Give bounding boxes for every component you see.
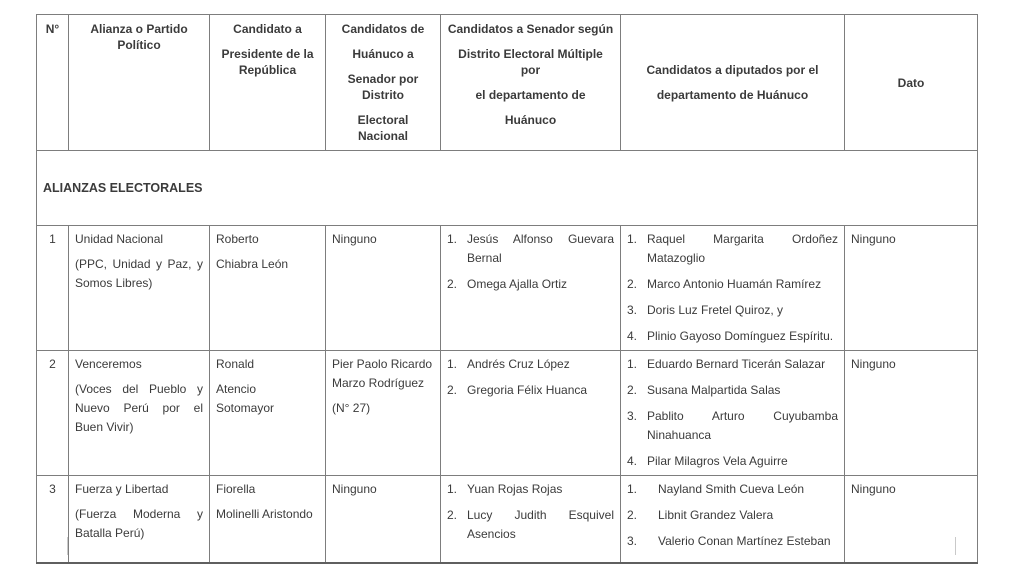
document-page: [36, 14, 978, 564]
cell-paragraph: [216, 230, 319, 249]
cell-paragraph: [216, 480, 319, 499]
text-line: por: [520, 63, 541, 77]
text-line: Nayland Smith Cueva León: [658, 482, 805, 496]
text-line: Doris Luz Fretel Quiroz, y: [647, 303, 784, 317]
numbered-list-item: [627, 407, 838, 445]
list-number: 1.: [447, 357, 458, 371]
text-line: Electoral Nacional: [357, 113, 409, 143]
list-item-text: [467, 506, 614, 544]
text-line: Fiorella: [216, 482, 256, 496]
cell-senador-multiple: [441, 351, 621, 476]
list-item-text: [647, 230, 838, 268]
header-paragraph: [215, 21, 320, 37]
list-number: 2.: [447, 508, 458, 522]
text-line: (N° 27): [332, 401, 371, 415]
list-number: 1.: [627, 482, 638, 496]
text-line: Ronald: [216, 357, 255, 371]
cell-paragraph: [332, 399, 434, 418]
text-line: Yuan Rojas Rojas: [467, 482, 563, 496]
text-line: (PPC, Unidad y Paz, y: [75, 257, 203, 271]
list-number: 1.: [447, 482, 458, 496]
list-item-text: [647, 407, 838, 445]
text-line: Ninguno: [332, 232, 377, 246]
header-cell-diputados: [621, 15, 845, 151]
text-line: Susana Malpartida Salas: [647, 383, 781, 397]
list-item-text: [467, 381, 614, 400]
text-line: (Voces del Pueblo y: [75, 382, 203, 396]
list-number: 3.: [627, 303, 638, 317]
text-line: Candidatos a diputados por el: [646, 63, 819, 77]
cell-senador-nacional: [326, 226, 441, 351]
numbered-list-item: [447, 275, 614, 294]
numbered-list-item: [627, 327, 838, 346]
text-line: Sotomayor: [216, 401, 275, 415]
text-line: Molinelli Aristondo: [216, 507, 313, 521]
numbered-list-item: [627, 301, 838, 320]
text-line: departamento de Huánuco: [656, 88, 809, 102]
cell-row-number: 1: [37, 226, 69, 351]
table-continuation-line-right: [955, 537, 956, 555]
text-line: Candidato a: [233, 22, 302, 36]
text-line: Jesús Alfonso Guevara: [467, 232, 614, 246]
text-line: Pier Paolo Ricardo: [332, 357, 433, 371]
section-label: ALIANZAS ELECTORALES: [37, 151, 978, 226]
cell-alianza: [69, 226, 210, 351]
cell-paragraph: [75, 505, 203, 543]
numbered-list-item: [627, 355, 838, 374]
header-paragraph: [331, 21, 435, 37]
numbered-list-item: [627, 230, 838, 268]
text-line: Libnit Grandez Valera: [658, 508, 774, 522]
cell-dato: [845, 476, 978, 563]
cell-paragraph: [75, 230, 203, 249]
header-paragraph: [74, 21, 204, 53]
cell-presidente: [210, 476, 326, 563]
table-continuation-line-left: [67, 537, 68, 555]
cell-diputados: [621, 476, 845, 563]
cell-paragraph: [332, 230, 434, 249]
header-cell-presidente: [210, 15, 326, 151]
text-line: Roberto: [216, 232, 259, 246]
cell-alianza: [69, 351, 210, 476]
cell-dato: [845, 226, 978, 351]
header-paragraph: [446, 112, 615, 128]
candidates-table: [36, 14, 978, 564]
text-line: Bernal: [467, 251, 502, 265]
header-paragraph: [331, 71, 435, 103]
text-line: Presidente de la: [221, 47, 314, 61]
cell-presidente: [210, 351, 326, 476]
text-line: Valerio Conan Martínez Esteban: [658, 534, 831, 548]
cell-row-number: 3: [37, 476, 69, 563]
header-cell-dato: [845, 15, 978, 151]
text-line: Candidatos a Senador según: [447, 22, 614, 36]
cell-senador-multiple: [441, 226, 621, 351]
header-paragraph: [331, 112, 435, 144]
list-item-text: [647, 381, 838, 400]
cell-paragraph: [75, 255, 203, 293]
list-item-text: [467, 230, 614, 268]
list-number: 3.: [627, 409, 638, 423]
header-cell-num: [37, 15, 69, 151]
cell-paragraph: [75, 380, 203, 437]
text-line: Marco Antonio Huamán Ramírez: [647, 277, 822, 291]
numbered-list-item: [627, 480, 838, 499]
cell-alianza: [69, 476, 210, 563]
text-line: Alianza o Partido: [90, 22, 188, 36]
list-number: 1.: [627, 357, 638, 371]
list-item-text: [647, 301, 838, 320]
text-line: Ninguno: [851, 482, 896, 496]
text-line: Chiabra León: [216, 257, 289, 271]
list-item-text: [658, 506, 838, 525]
header-paragraph: [626, 87, 839, 103]
text-line: Plinio Gayoso Domínguez Espíritu.: [647, 329, 834, 343]
numbered-list-item: [447, 381, 614, 400]
numbered-list-item: [627, 275, 838, 294]
numbered-list-item: [627, 452, 838, 471]
header-paragraph: [626, 62, 839, 78]
numbered-list-item: [447, 230, 614, 268]
text-line: Venceremos: [75, 357, 142, 371]
text-line: Gregoria Félix Huanca: [467, 383, 588, 397]
text-line: Andrés Cruz López: [467, 357, 570, 371]
text-line: Ninguno: [851, 357, 896, 371]
cell-senador-nacional: [326, 351, 441, 476]
numbered-list-item: [447, 480, 614, 499]
cell-dato: [845, 351, 978, 476]
list-number: 2.: [447, 383, 458, 397]
list-number: 4.: [627, 329, 638, 343]
numbered-list-item: [627, 532, 838, 551]
text-line: Huánuco a: [352, 47, 414, 61]
cell-paragraph: [216, 380, 319, 418]
text-line: Atencio: [216, 382, 257, 396]
text-line: Omega Ajalla Ortiz: [467, 277, 568, 291]
text-line: Fuerza y Libertad: [75, 482, 169, 496]
cell-paragraph: [851, 355, 971, 374]
text-line: Buen Vivir): [75, 420, 134, 434]
header-paragraph: [446, 87, 615, 103]
text-line: N°: [45, 22, 60, 36]
cell-paragraph: [216, 505, 319, 524]
text-line: Somos Libres): [75, 276, 153, 290]
text-line: Eduardo Bernard Ticerán Salazar: [647, 357, 826, 371]
cell-paragraph: [75, 480, 203, 499]
cell-senador-nacional: [326, 476, 441, 563]
cell-paragraph: [851, 480, 971, 499]
list-item-text: [467, 275, 614, 294]
text-line: Matazoglio: [647, 251, 706, 265]
list-item-text: [467, 355, 614, 374]
list-number: 2.: [627, 508, 638, 522]
text-line: Pablito Arturo Cuyubamba: [647, 409, 838, 423]
numbered-list-item: [627, 381, 838, 400]
cell-paragraph: [332, 355, 434, 393]
list-number: 4.: [627, 454, 638, 468]
text-line: Nuevo Perú por el: [75, 401, 203, 415]
header-paragraph: [42, 21, 63, 37]
cell-paragraph: [851, 230, 971, 249]
header-cell-senador_multiple: [441, 15, 621, 151]
list-item-text: [647, 355, 838, 374]
list-number: 1.: [447, 232, 458, 246]
text-line: Pilar Milagros Vela Aguirre: [647, 454, 788, 468]
cell-paragraph: [216, 355, 319, 374]
list-item-text: [467, 480, 614, 499]
header-paragraph: [215, 46, 320, 78]
list-item-text: [647, 327, 838, 346]
list-number: 3.: [627, 534, 638, 548]
header-paragraph: [850, 75, 972, 91]
text-line: Batalla Perú): [75, 526, 145, 540]
text-line: Raquel Margarita Ordoñez: [647, 232, 838, 246]
list-number: 2.: [627, 383, 638, 397]
text-line: Marzo Rodríguez: [332, 376, 425, 390]
text-line: República: [238, 63, 297, 77]
text-line: el departamento de: [475, 88, 586, 102]
text-line: Ninguno: [851, 232, 896, 246]
text-line: Asencios: [467, 527, 516, 541]
list-number: 2.: [627, 277, 638, 291]
text-line: Huánuco: [504, 113, 557, 127]
text-line: Ninahuanca: [647, 428, 712, 442]
cell-paragraph: [75, 355, 203, 374]
list-item-text: [658, 532, 838, 551]
list-item-text: [647, 452, 838, 471]
cell-paragraph: [216, 255, 319, 274]
table-header-row: [37, 15, 978, 151]
header-paragraph: [331, 46, 435, 62]
list-item-text: [647, 275, 838, 294]
text-line: Lucy Judith Esquivel: [467, 508, 614, 522]
text-line: Ninguno: [332, 482, 377, 496]
table-row-2: [37, 351, 978, 476]
text-line: Candidatos de: [341, 22, 425, 36]
numbered-list-item: [627, 506, 838, 525]
numbered-list-item: [447, 355, 614, 374]
numbered-list-item: [447, 506, 614, 544]
text-line: Senador por: [347, 72, 419, 86]
header-paragraph: [446, 21, 615, 37]
table-row-3: [37, 476, 978, 563]
list-number: 1.: [627, 232, 638, 246]
text-line: Político: [117, 38, 161, 52]
cell-presidente: [210, 226, 326, 351]
list-number: 2.: [447, 277, 458, 291]
table-row-1: [37, 226, 978, 351]
cell-diputados: [621, 226, 845, 351]
header-paragraph: [446, 46, 615, 78]
header-cell-senador_nacional: [326, 15, 441, 151]
cell-senador-multiple: [441, 476, 621, 563]
text-line: (Fuerza Moderna y: [75, 507, 203, 521]
text-line: Distrito Electoral Múltiple: [458, 47, 603, 61]
text-line: Dato: [897, 75, 925, 90]
text-line: Distrito: [362, 88, 404, 102]
list-item-text: [658, 480, 838, 499]
cell-row-number: 2: [37, 351, 69, 476]
text-line: Unidad Nacional: [75, 232, 164, 246]
header-cell-alianza: [69, 15, 210, 151]
section-row-alianzas-electorales: [37, 151, 978, 226]
cell-paragraph: [332, 480, 434, 499]
cell-diputados: [621, 351, 845, 476]
